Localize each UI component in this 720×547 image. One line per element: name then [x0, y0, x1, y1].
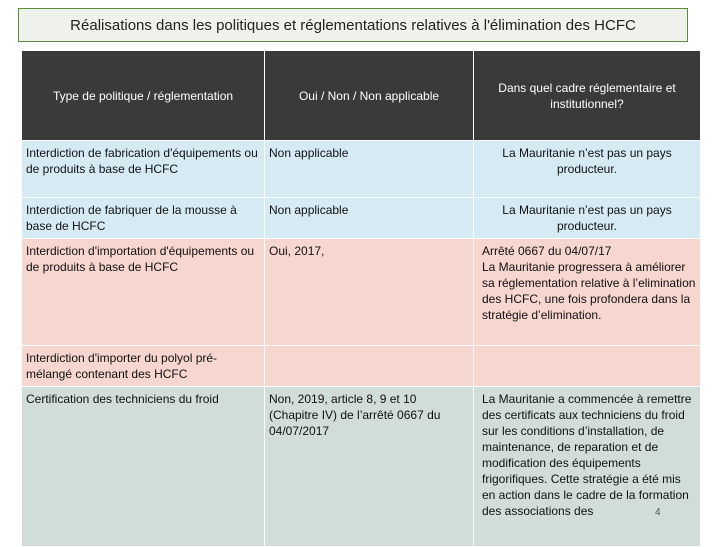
table-row [22, 198, 701, 239]
header-framework: Dans quel cadre réglementaire et institutionnel? [474, 51, 701, 141]
cell-framework-text: La Mauritanie a commencée à remettre des certificats aux techniciens du froid sur les conditions d’installation, de maintenance, de reparation et de modification des équipements frigorifiques. Cette stratégie a été mis en action dans le cadre de la formation des associations des [482, 392, 692, 518]
cell-status: Oui, 2017, [265, 239, 474, 346]
page-number: 4 [655, 507, 661, 518]
policy-table [21, 50, 701, 547]
cell-framework-decree: Arrêté 0667 du 04/07/17 [482, 244, 612, 258]
table-row [22, 346, 701, 387]
cell-framework: La Mauritanie n’est pas un pays producteur. [474, 198, 701, 239]
cell-status: Non applicable [265, 141, 474, 198]
cell-policy-type: Interdiction d'importer du polyol pré-mélangé contenant des HCFC [22, 346, 265, 387]
table-row [22, 387, 701, 547]
header-policy-type: Type de politique / réglementation [22, 51, 265, 141]
cell-policy-type: Certification des techniciens du froid [22, 387, 265, 547]
cell-framework: La Mauritanie n’est pas un pays producteur. [474, 141, 701, 198]
table-row [22, 239, 701, 346]
table-row [22, 141, 701, 198]
cell-policy-type: Interdiction de fabriquer de la mousse à base de HCFC [22, 198, 265, 239]
cell-status: Non, 2019, article 8, 9 et 10 (Chapitre IV) de l’arrêté 0667 du 04/07/2017 [265, 387, 474, 547]
cell-status: Non applicable [265, 198, 474, 239]
cell-policy-type: Interdiction de fabrication d'équipements ou de produits à base de HCFC [22, 141, 265, 198]
cell-framework [474, 346, 701, 387]
header-status: Oui / Non / Non applicable [265, 51, 474, 141]
page-title: Réalisations dans les politiques et réglementations relatives à l'élimination des HCFC [18, 8, 688, 42]
cell-framework [474, 387, 701, 547]
table-header-row [22, 51, 701, 141]
cell-policy-type: Interdiction d'importation d'équipements ou de produits à base de HCFC [22, 239, 265, 346]
cell-status [265, 346, 474, 387]
cell-framework-text: La Mauritanie progressera à améliorer sa réglementation relative à l’elimination des HCFC, une fois profondera dans la stratégie d’elimination. [482, 260, 696, 322]
cell-framework [474, 239, 701, 346]
